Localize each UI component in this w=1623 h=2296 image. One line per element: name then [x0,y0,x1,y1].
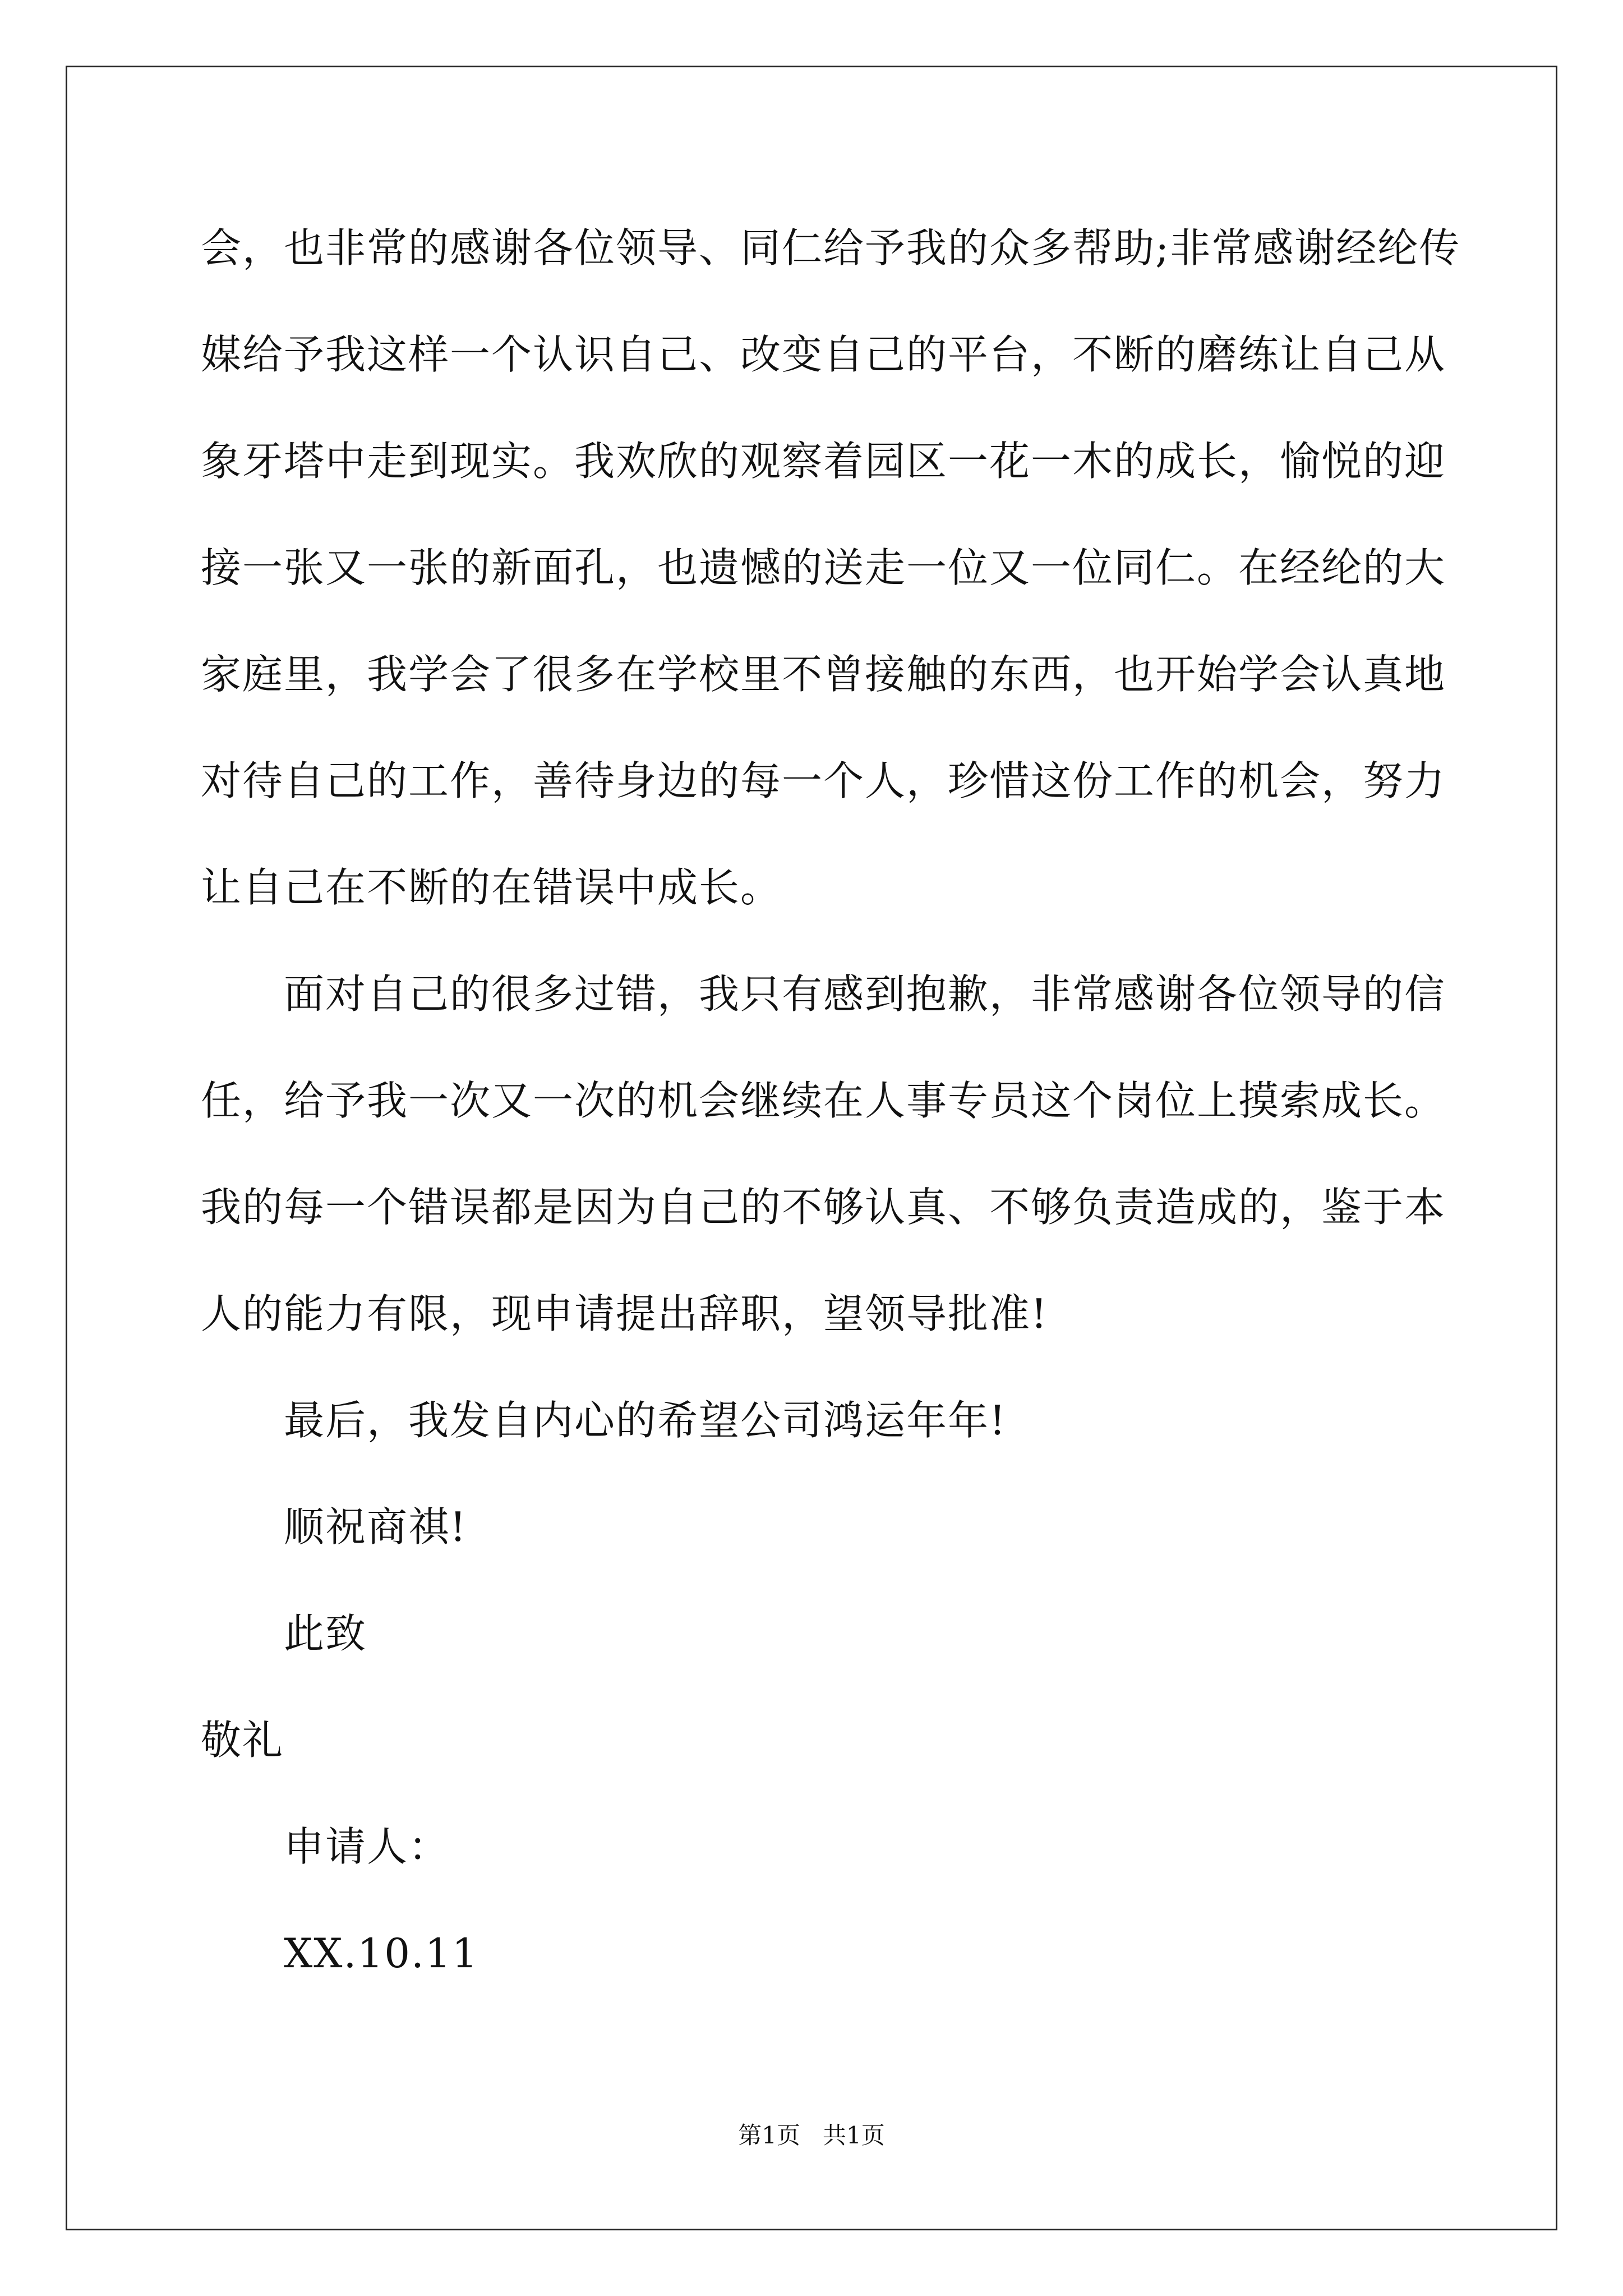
paragraph-line-4: 接一张又一张的新面孔，也遗憾的送走一位又一位同仁。在经纶的大 [201,544,1446,591]
paragraph-line-7: 让自己在不断的在错误中成长。 [201,864,782,911]
paragraph-line-10: 我的每一个错误都是因为自己的不够认真、不够负责造成的，鉴于本 [201,1184,1446,1231]
salutation-jingli: 敬礼 [201,1717,284,1764]
paragraph-line-2: 媒给予我这样一个认识自己、改变自己的平台，不断的磨练让自己从 [201,331,1446,378]
letter-date: XX.10.11 [284,1930,479,1977]
applicant-label: 申请人： [284,1823,450,1870]
paragraph-line-6: 对待自己的工作，善待身边的每一个人，珍惜这份工作的机会，努力 [201,757,1446,804]
page-number-footer: 第1页 共1页 [738,2122,885,2149]
salutation-cizhi: 此致 [284,1610,367,1657]
paragraph-line-5: 家庭里，我学会了很多在学校里不曾接触的东西，也开始学会认真地 [201,651,1446,698]
paragraph-line-1: 会，也非常的感谢各位领导、同仁给予我的众多帮助;非常感谢经纶传 [201,224,1461,272]
paragraph-line-9: 任，给予我一次又一次的机会继续在人事专员这个岗位上摸索成长。 [201,1077,1446,1124]
paragraph-line-3: 象牙塔中走到现实。我欢欣的观察着园区一花一木的成长，愉悦的迎 [201,438,1446,485]
paragraph-line-11: 人的能力有限，现申请提出辞职，望领导批准! [201,1290,1048,1337]
closing-greeting: 顺祝商祺! [284,1503,467,1550]
paragraph-line-8: 面对自己的很多过错，我只有感到抱歉，非常感谢各位领导的信 [284,970,1446,1018]
closing-wish: 最后，我发自内心的希望公司鸿运年年! [284,1397,1007,1444]
page-border [66,66,1557,2230]
